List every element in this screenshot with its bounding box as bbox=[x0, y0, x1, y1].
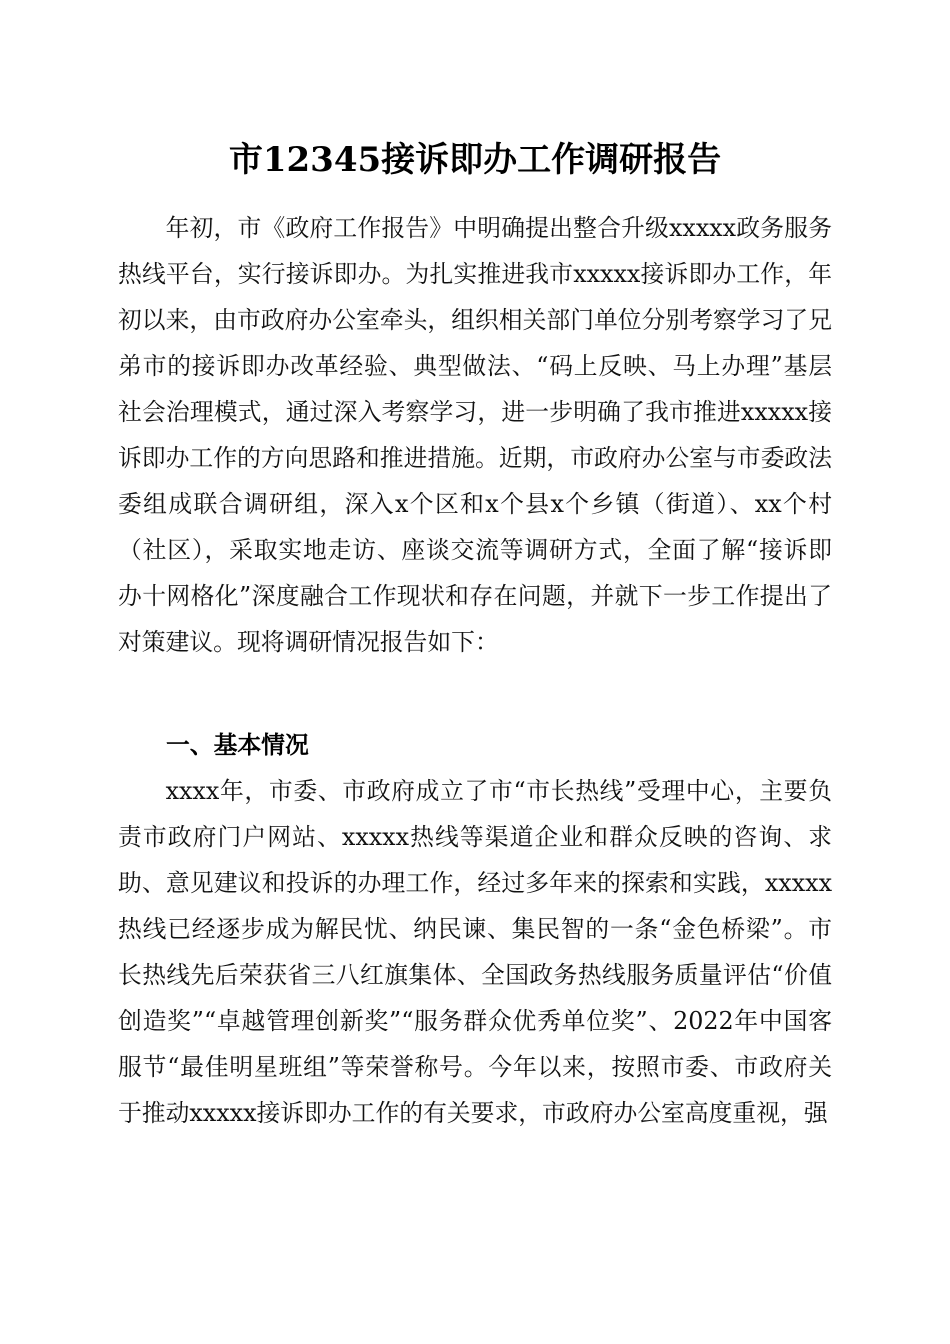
section-heading-basic-situation: 一、基本情况 bbox=[166, 731, 309, 759]
document-title: 市12345接诉即办工作调研报告 bbox=[228, 140, 722, 180]
basic-situation-paragraph: xxxx年，市委、市政府成立了市“市长热线”受理中心，主要负责市政府门户网站、xxxxx热线等渠道企业和群众反映的咨询、求助、意见建议和投诉的办理工作，经过多年来的探索和实践，xxxxx热线已经逐步成为解民忧、纳民谏、集民智的一条“金色桥梁”。市长热线先后荣获省三八红旗集体、全国政务热线服务质量评估“价值创造奖”“卓越管理创新奖”“服务群众优秀单位奖”、2022年中国客服节“最佳明星班组”等荣誉称号。今年以来，按照市委、市政府关于推动xxxxx接诉即办工作的有关要求，市政府办公室高度重视，强 bbox=[118, 777, 832, 1127]
intro-paragraph: 年初，市《政府工作报告》中明确提出整合升级xxxxx政务服务热线平台，实行接诉即办。为扎实推进我市xxxxx接诉即办工作，年初以来，由市政府办公室牵头，组织相关部门单位分别考察学习了兄弟市的接诉即办改革经验、典型做法、“码上反映、马上办理”基层社会治理模式，通过深入考察学习，进一步明确了我市推进xxxxx接诉即办工作的方向思路和推进措施。近期，市政府办公室与市委政法委组成联合调研组，深入x个区和x个县x个乡镇（街道）、xx个村（社区），采取实地走访、座谈交流等调研方式，全面了解“接诉即办十网格化”深度融合工作现状和存在问题，并就下一步工作提出了对策建议。现将调研情况报告如下： bbox=[118, 214, 832, 656]
